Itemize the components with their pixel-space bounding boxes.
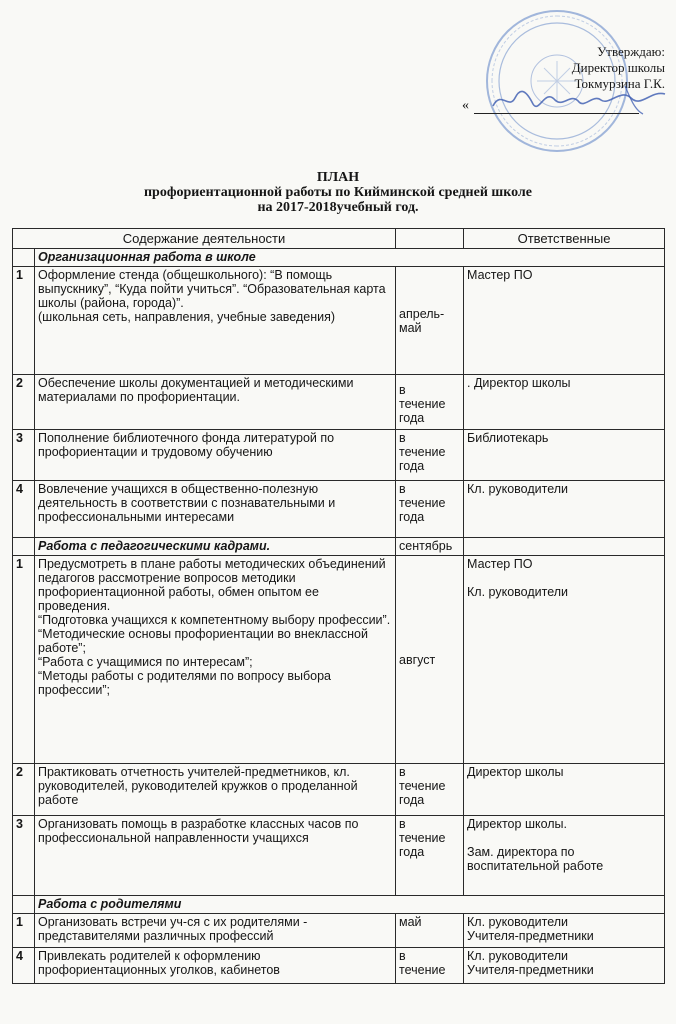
table-row bbox=[13, 481, 665, 538]
table-row bbox=[13, 430, 665, 481]
row-responsible: Директор школы. bbox=[467, 817, 568, 831]
table-row bbox=[13, 556, 665, 764]
approval-title: Утверждаю: bbox=[597, 44, 665, 59]
row-activity: Предусмотреть в плане работы методических объединений педагогов рассмотрение вопросов методики профориентационной работы, обмен опытом ее проведения. “Подготовка учащихся к компетентному выбору профессии”. “Методические основы профориентации во внеклассной работе”; “Работа с учащимися по интересам”; “Методы работы с родителями по вопросу выбора профессии”; bbox=[35, 556, 396, 764]
row-responsible-cell bbox=[464, 816, 665, 896]
row-activity: Пополнение библиотечного фонда литературой по профориентации и трудовому обучению bbox=[35, 430, 396, 481]
row-term: август bbox=[396, 556, 464, 764]
row-responsible-second: Зам. директора по воспитательной работе bbox=[467, 845, 604, 873]
row-activity: Привлекать родителей к оформлению профориентационных уголков, кабинетов bbox=[35, 948, 396, 984]
row-number: 4 bbox=[13, 481, 35, 538]
row-number: 1 bbox=[13, 914, 35, 948]
section-parents: Работа с родителями bbox=[35, 896, 665, 914]
section-organizational: Организационная работа в школе bbox=[35, 249, 665, 267]
row-number: 4 bbox=[13, 948, 35, 984]
row-responsible: Директор школы bbox=[464, 764, 665, 816]
table-row bbox=[13, 375, 665, 430]
row-number: 3 bbox=[13, 816, 35, 896]
section-row bbox=[13, 538, 665, 556]
row-activity: Обеспечение школы документацией и методическими материалами по профориентации. bbox=[35, 375, 396, 430]
section-teachers: Работа с педагогическими кадрами. bbox=[35, 538, 396, 556]
table-row bbox=[13, 914, 665, 948]
row-number: 3 bbox=[13, 430, 35, 481]
header-activity: Содержание деятельности bbox=[13, 229, 396, 249]
table-row bbox=[13, 267, 665, 375]
table-row bbox=[13, 764, 665, 816]
document-title bbox=[0, 170, 676, 215]
row-activity: Организовать помощь в разработке классных часов по профессиональной направленности учащихся bbox=[35, 816, 396, 896]
table-row bbox=[13, 948, 665, 984]
row-number: 2 bbox=[13, 375, 35, 430]
row-term: май bbox=[396, 914, 464, 948]
row-term: в течение года bbox=[396, 481, 464, 538]
title-plan: ПЛАН bbox=[316, 170, 360, 185]
row-term: апрель- май bbox=[396, 267, 464, 375]
row-activity: Оформление стенда (общешкольного): “В помощь выпускнику”, “Куда пойти учиться”. “Образовательная карта школы (района, города)”. (школьная сеть, направления, учебные заведения) bbox=[35, 267, 396, 375]
row-responsible: Кл. руководители bbox=[464, 481, 665, 538]
row-responsible: Кл. руководители Учителя-предметники bbox=[464, 914, 665, 948]
row-responsible-second: Кл. руководители bbox=[467, 585, 569, 599]
handwritten-signature bbox=[475, 80, 675, 120]
approval-position: Директор школы bbox=[571, 60, 665, 75]
table-header-row bbox=[13, 229, 665, 249]
row-activity: Вовлечение учащихся в общественно-полезную деятельность в соответствии с познавательными и профессиональными интересами bbox=[35, 481, 396, 538]
section-row bbox=[13, 896, 665, 914]
section-row bbox=[13, 249, 665, 267]
row-term: в течение года bbox=[396, 375, 464, 430]
table-row bbox=[13, 816, 665, 896]
row-number: 1 bbox=[13, 267, 35, 375]
row-number: 1 bbox=[13, 556, 35, 764]
row-activity: Практиковать отчетность учителей-предметников, кл. руководителей, руководителей кружков о проделанной работе bbox=[35, 764, 396, 816]
header-responsible: Ответственные bbox=[464, 229, 665, 249]
row-responsible-cell bbox=[464, 556, 665, 764]
row-term: в течение года bbox=[396, 430, 464, 481]
section-teachers-term: сентябрь bbox=[396, 538, 464, 556]
date-quote: « bbox=[462, 98, 469, 113]
title-year: на 2017-2018учебный год. bbox=[257, 200, 419, 215]
row-term: в течение года bbox=[396, 816, 464, 896]
row-responsible: . Директор школы bbox=[464, 375, 665, 430]
row-responsible: Мастер ПО bbox=[467, 557, 533, 571]
row-responsible: Кл. руководители Учителя-предметники bbox=[464, 948, 665, 984]
title-subject: профориентационной работы по Кийминской средней школе bbox=[143, 185, 532, 200]
row-activity: Организовать встречи уч-ся с их родителями - представителями различных профессий bbox=[35, 914, 396, 948]
approval-name: Токмурзина Г.К. bbox=[574, 76, 665, 91]
row-responsible: Библиотекарь bbox=[464, 430, 665, 481]
row-term: в течение bbox=[396, 948, 464, 984]
row-responsible: Мастер ПО bbox=[464, 267, 665, 375]
row-number: 2 bbox=[13, 764, 35, 816]
plan-table bbox=[12, 228, 665, 984]
row-term: в течение года bbox=[396, 764, 464, 816]
header-term bbox=[396, 229, 464, 249]
